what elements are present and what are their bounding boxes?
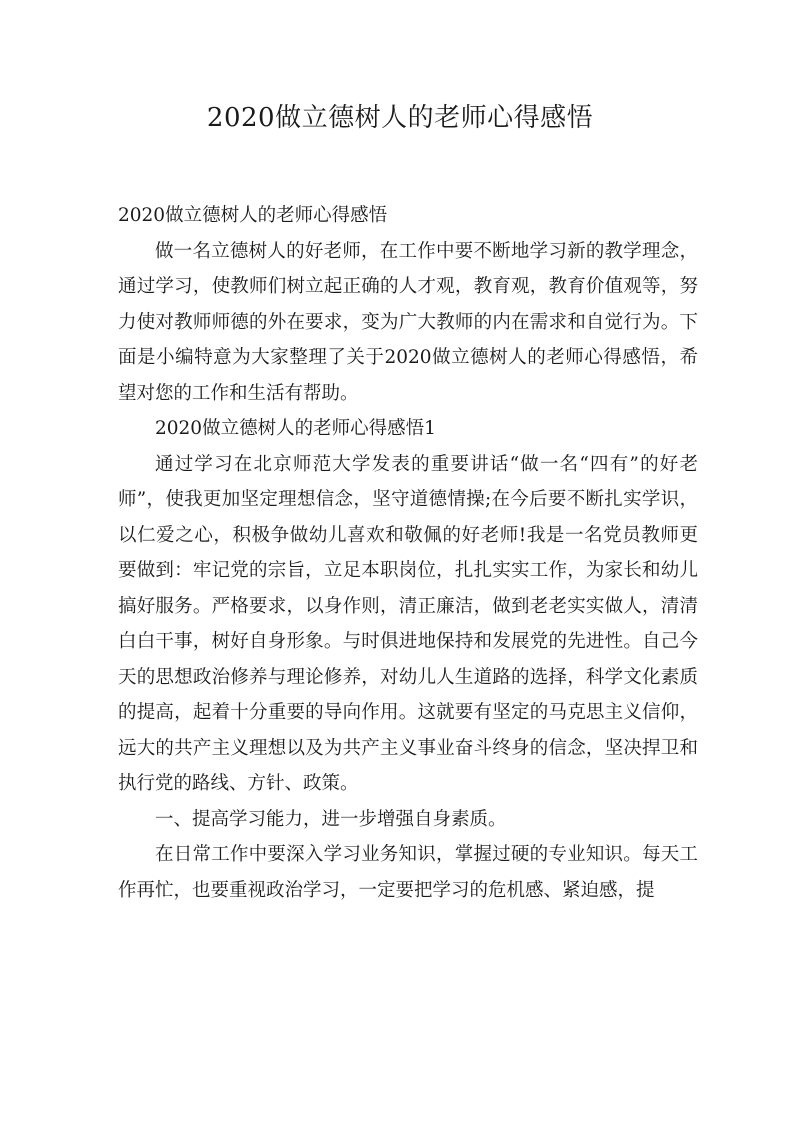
section-heading: 2020做立德树人的老师心得感悟1 xyxy=(155,418,436,439)
subtitle-paragraph: 2020做立德树人的老师心得感悟 xyxy=(118,205,388,226)
point-heading: 一、提高学习能力，进一步增强自身素质。 xyxy=(155,808,507,830)
document-body xyxy=(118,198,698,908)
intro-paragraph: 做一名立德树人的好老师，在工作中要不断地学习新的教学理念，通过学习，使教师们树立起正确的人才观，教育观，教育价值观等，努力使对教师师德的外在要求，变为广大教师的内在需求和自觉行为。下面是小编特意为大家整理了关于2020做立德树人的老师心得感悟，希望对您的工作和生活有帮助。 xyxy=(118,240,698,404)
document-title: 2020做立德树人的老师心得感悟 xyxy=(206,103,594,133)
body-paragraph: 通过学习在北京师范大学发表的重要讲话“做一名“四有”的好老师”，使我更加坚定理想信念，坚守道德情操;在今后要不断扎实学识，以仁爱之心，积极争做幼儿喜欢和敬佩的好老师!我是一名党员教师更要做到：牢记党的宗旨，立足本职岗位，扎扎实实工作，为家长和幼儿搞好服务。严格要求，以身作则，清正廉洁，做到老老实实做人，清清白白干事，树好自身形象。与时俱进地保持和发展党的先进性。自己今天的思想政治修养与理论修养，对幼儿人生道路的选择，科学文化素质的提高，起着十分重要的导向作用。这就要有坚定的马克思主义信仰，远大的共产主义理想以及为共产主义事业奋斗终身的信念，坚决捍卫和执行党的路线、方针、政策。 xyxy=(118,453,698,794)
body-paragraph: 在日常工作中要深入学习业务知识，掌握过硬的专业知识。每天工作再忙，也要重视政治学习，一定要把学习的危机感、紧迫感，提 xyxy=(118,844,698,901)
